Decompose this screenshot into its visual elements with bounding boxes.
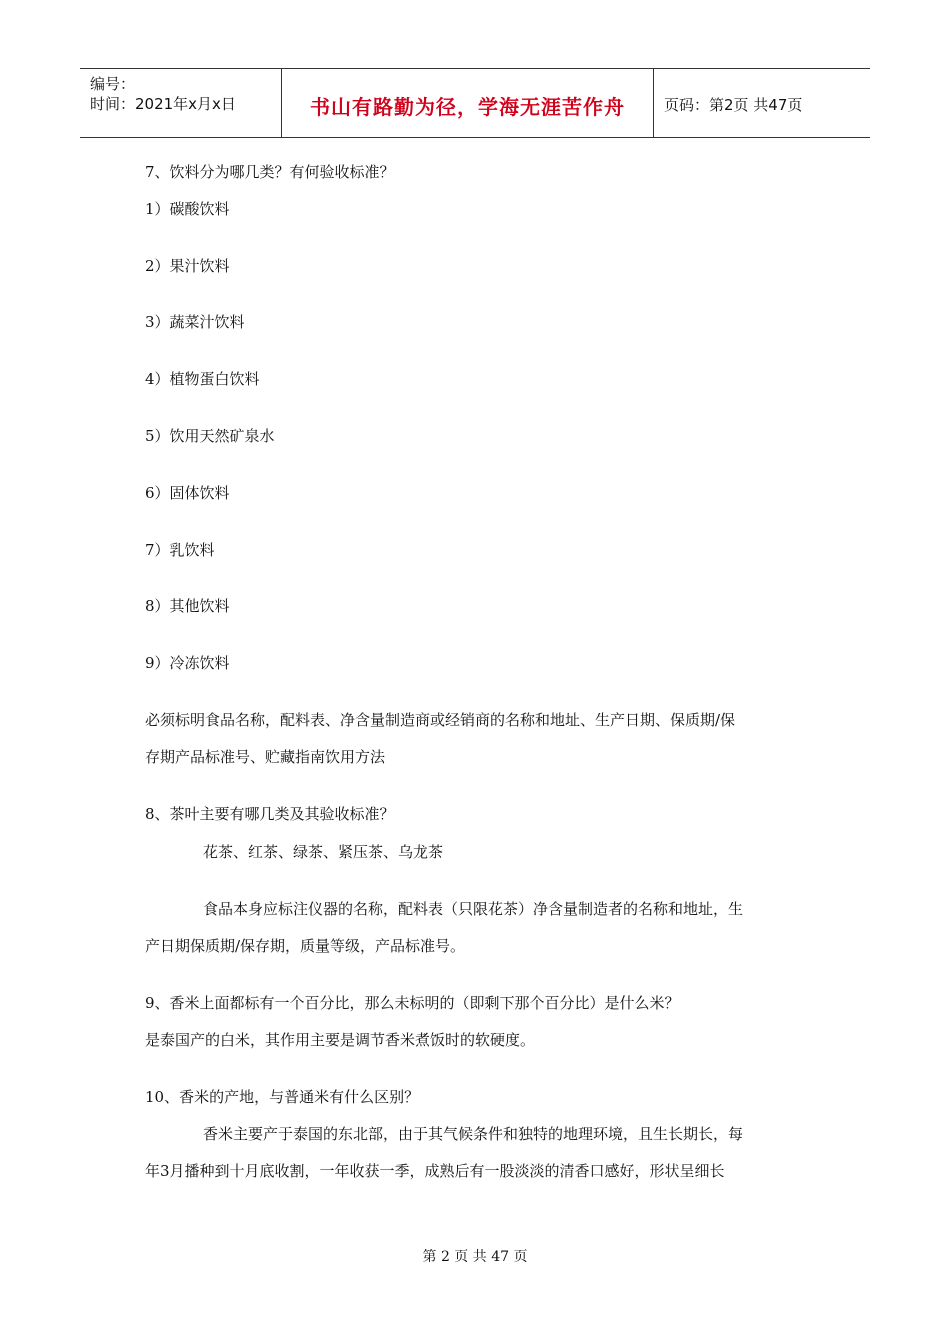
answer-7-line-1: 必须标明食品名称，配料表、净含量制造商或经销商的名称和地址、生产日期、保质期/保	[145, 711, 736, 729]
list-item: 2）果汁饮料	[145, 257, 230, 275]
list-item: 7）乳饮料	[145, 541, 215, 559]
list-item: 1）碳酸饮料	[145, 200, 230, 218]
list-item: 4）植物蛋白饮料	[145, 370, 260, 388]
list-item: 8）其他饮料	[145, 597, 230, 615]
answer-10-line-2: 年3月播种到十月底收割，一年收获一季，成熟后有一股淡淡的清香口感好，形状呈细长	[145, 1162, 725, 1180]
list-item: 3）蔬菜汁饮料	[145, 313, 245, 331]
question-8: 8、茶叶主要有哪几类及其验收标准？	[145, 805, 395, 823]
answer-7-line-2: 存期产品标准号、贮藏指南饮用方法	[145, 748, 386, 766]
answer-10-line-1: 香米主要产于泰国的东北部，由于其气候条件和独特的地理环境，且生长期长，每	[203, 1125, 744, 1143]
document-date-label: 时间：2021年x月x日	[90, 95, 236, 113]
list-item: 5）饮用天然矿泉水	[145, 427, 275, 445]
answer-8-line-2: 产日期保质期/保存期，质量等级，产品标准号。	[145, 937, 466, 955]
question-9: 9、香米上面都标有一个百分比，那么未标明的（即剩下那个百分比）是什么米？	[145, 994, 680, 1012]
page-footer: 第 2 页 共 47 页	[422, 1249, 528, 1265]
header-motto-cell	[282, 69, 654, 137]
answer-9: 是泰国产的白米，其作用主要是调节香米煮饭时的软硬度。	[145, 1031, 536, 1049]
list-item: 9）冷冻饮料	[145, 654, 230, 672]
page-header	[80, 68, 870, 138]
header-motto: 书山有路勤为径，学海无涯苦作舟	[310, 95, 625, 119]
header-page-cell	[654, 69, 870, 137]
header-info-cell	[80, 69, 282, 137]
list-item: 6）固体饮料	[145, 484, 230, 502]
answer-8-types: 花茶、红茶、绿茶、紧压茶、乌龙茶	[203, 843, 444, 861]
header-page-info: 页码：第2页 共47页	[664, 96, 803, 114]
question-10: 10、香米的产地，与普通米有什么区别？	[145, 1088, 420, 1106]
question-7: 7、饮料分为哪几类？有何验收标准？	[145, 163, 395, 181]
answer-8-line-1: 食品本身应标注仪器的名称，配料表（只限花茶）净含量制造者的名称和地址，生	[203, 900, 744, 918]
document-code-label: 编号：	[90, 75, 136, 93]
